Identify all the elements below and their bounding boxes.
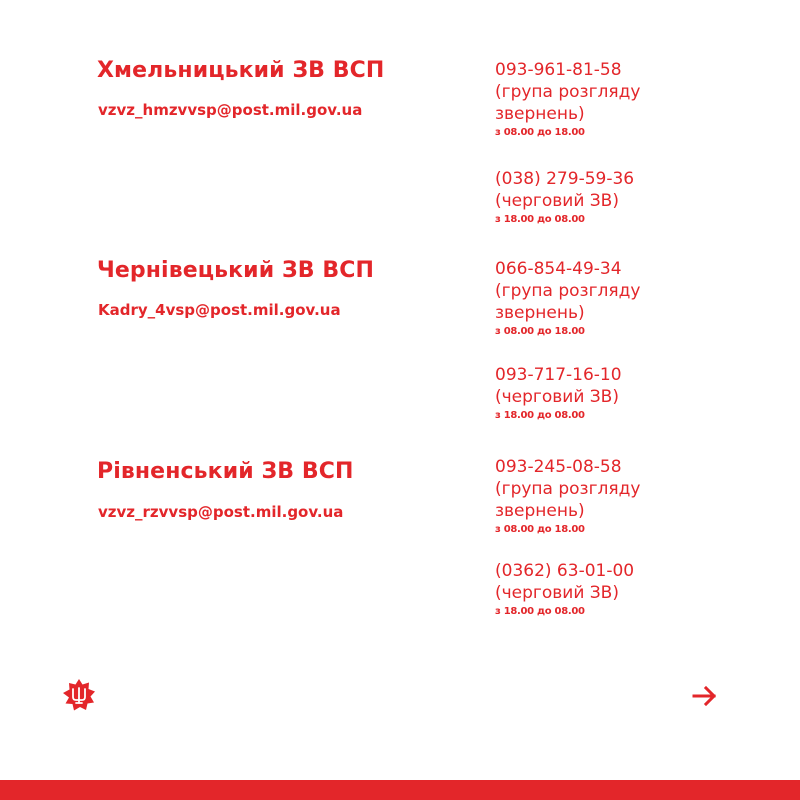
phone-number[interactable]: 066-854-49-34 <box>495 259 622 279</box>
arrow-right-icon[interactable] <box>690 682 720 710</box>
contact-role-line: звернень) <box>495 104 585 124</box>
contact-role-line: (черговий ЗВ) <box>495 583 619 603</box>
working-hours: з 08.00 до 18.00 <box>495 127 585 138</box>
contact-block-rivne-duty <box>495 560 785 619</box>
trident-emblem-icon <box>62 678 96 712</box>
working-hours: з 08.00 до 18.00 <box>495 326 585 337</box>
contact-block-chernivtsi-appeals <box>495 258 785 339</box>
unit-title-chernivtsi: Чернівецький ЗВ ВСП <box>97 258 374 283</box>
contact-block-chernivtsi-duty <box>495 364 785 423</box>
working-hours: з 08.00 до 18.00 <box>495 524 585 535</box>
contact-block-rivne-appeals <box>495 456 785 537</box>
contact-block-khmelnytskyi-appeals <box>495 59 785 140</box>
phone-number[interactable]: 093-245-08-58 <box>495 457 622 477</box>
phone-number[interactable]: (038) 279-59-36 <box>495 169 635 189</box>
contact-block-khmelnytskyi-duty <box>495 168 785 227</box>
contact-role-line: (група розгляду <box>495 479 641 499</box>
working-hours: з 18.00 до 08.00 <box>495 606 585 617</box>
unit-title-rivne: Рівненський ЗВ ВСП <box>97 459 354 484</box>
contact-role-line: (черговий ЗВ) <box>495 387 619 407</box>
phone-number[interactable]: 093-961-81-58 <box>495 60 622 80</box>
working-hours: з 18.00 до 08.00 <box>495 214 585 225</box>
contact-role-line: (черговий ЗВ) <box>495 191 619 211</box>
working-hours: з 18.00 до 08.00 <box>495 410 585 421</box>
unit-email-rivne[interactable]: vzvz_rzvvsp@post.mil.gov.ua <box>98 503 344 521</box>
unit-email-khmelnytskyi[interactable]: vzvz_hmzvvsp@post.mil.gov.ua <box>98 101 363 119</box>
bottom-accent-bar <box>0 780 800 800</box>
unit-title-khmelnytskyi: Хмельницький ЗВ ВСП <box>97 58 385 83</box>
contact-role-line: звернень) <box>495 501 585 521</box>
contact-role-line: (група розгляду <box>495 82 641 102</box>
unit-email-chernivtsi[interactable]: Kadry_4vsp@post.mil.gov.ua <box>98 301 341 319</box>
contact-role-line: (група розгляду <box>495 281 641 301</box>
contact-role-line: звернень) <box>495 303 585 323</box>
phone-number[interactable]: (0362) 63-01-00 <box>495 561 635 581</box>
phone-number[interactable]: 093-717-16-10 <box>495 365 622 385</box>
